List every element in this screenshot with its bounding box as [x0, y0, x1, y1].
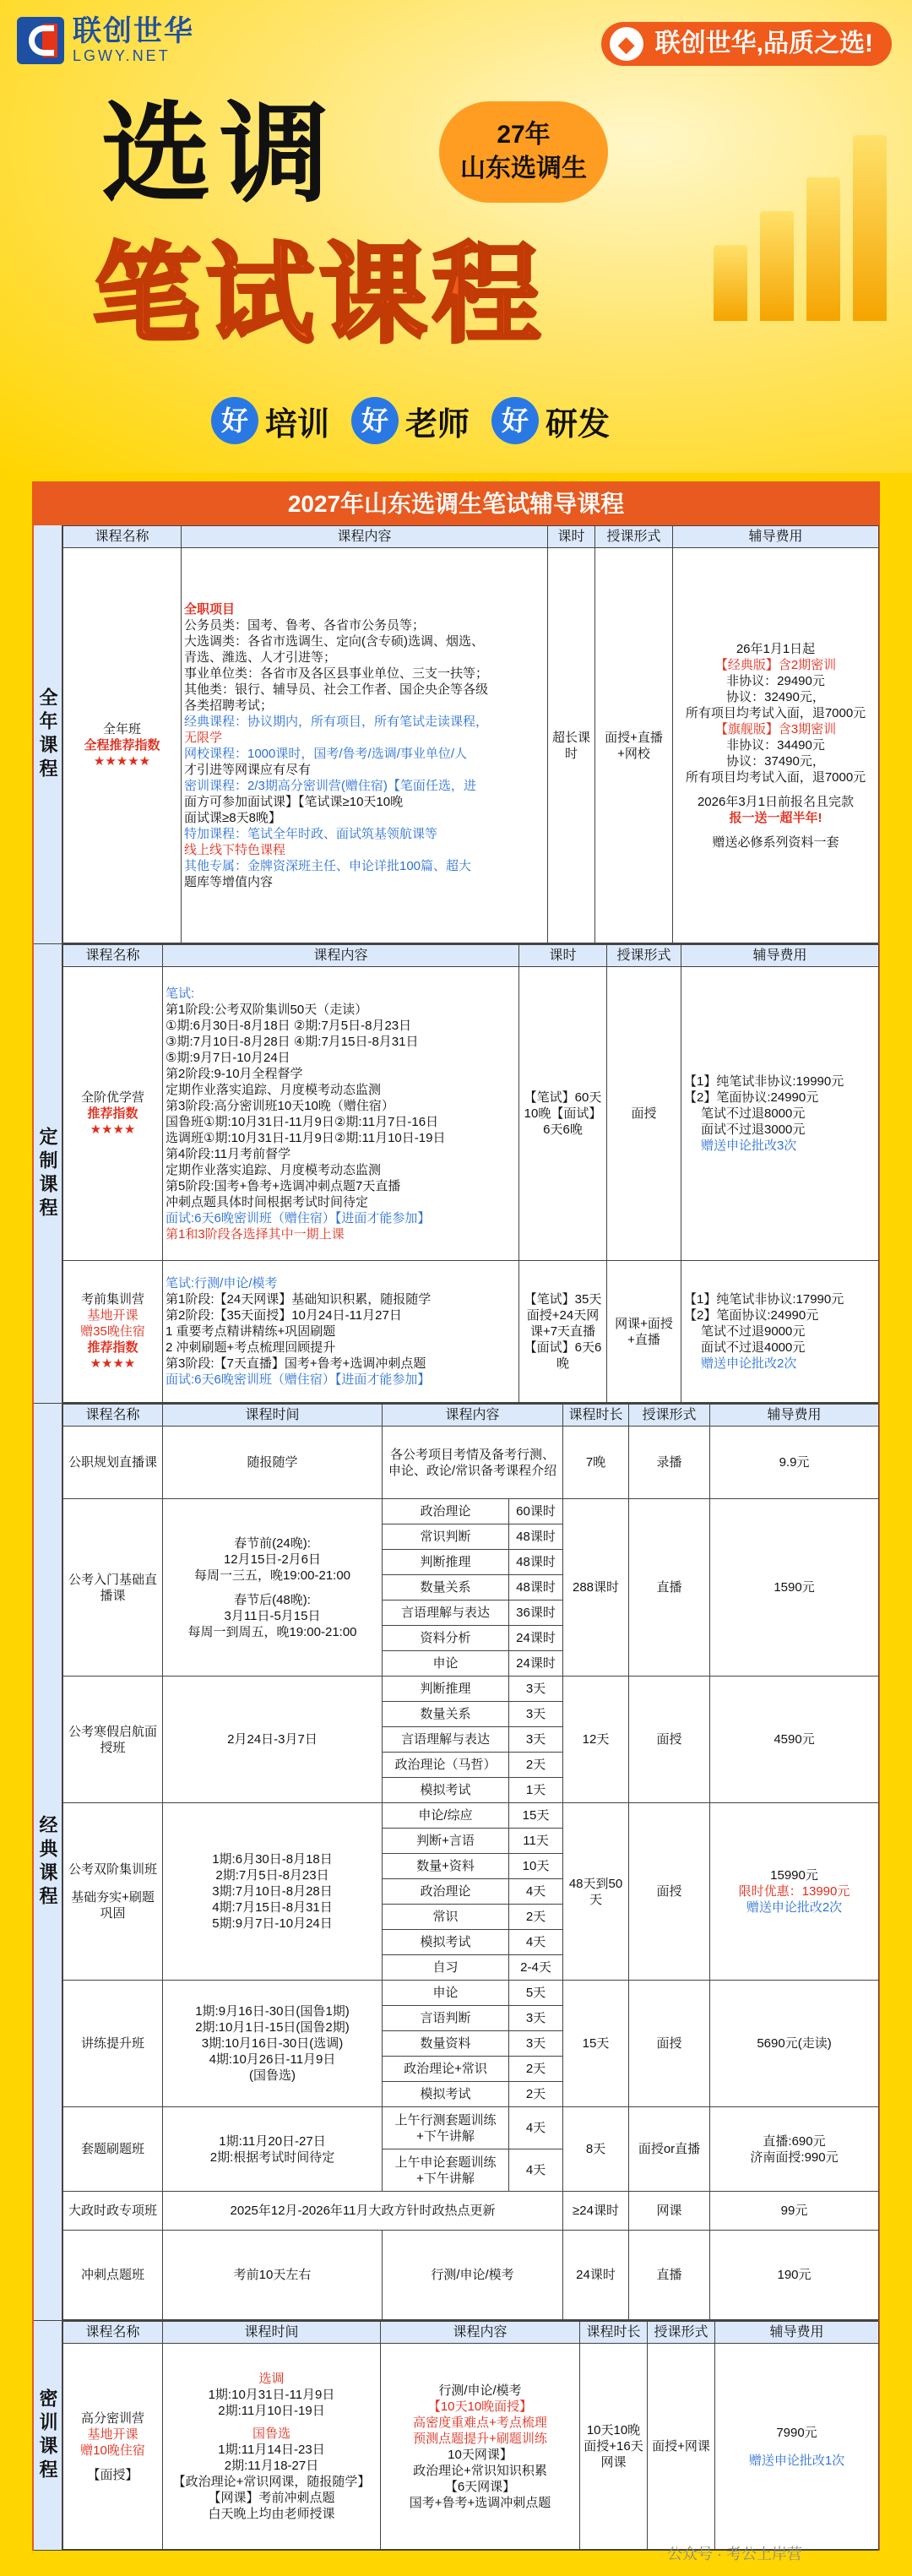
course-name-cell: 公职规划直播课	[63, 1427, 163, 1499]
bubble-year: 27年	[497, 121, 551, 149]
section-dingzhi: 课程名称 课程内容 课时 授课形式 辅导费用 全阶优学营 推荐指数 ★★★★ 笔试: 第1阶段:公考双阶集训50天（走读） ①期:6月30日-8月18日 ②期:7月5日-8月23日 ③期:7月10日-8月28日 ④期:7月15日-8月31日 ⑤期:9月7日-10月24日 第2阶段:9-10月全程督学 定期作业落实追踪、月度模考动态监测 第3阶段:高分密训班10天10晚（赠住宿） 国鲁班①期:10月31日-11月9日②期:11月7日-16日 选调班①期:10月31日-11月9日②期:11月10日-19日 第4阶段:11月考前督学 定期作业落实追踪、月度模考动态监测 第5阶段:国考+鲁考+选调冲刺点题7天直播 冲刺点题具体时间根据考试时间待定 面试:6天6晚密训班（赠住宿）【进面才能参加】 第1和3阶段各选择其中一期上课 【笔试】60天10晚【面试】6天6晚 面授 【1】纯笔试非协议:19990元 【2】笔面协议:24990元 笔试不过退8000元 面试不过退3000元 赠送申论批改3次 考前集训营 基地开课 赠35晚住宿 推荐指数 ★★★★ 笔试:行测/申论/模考 第1阶段:【24天网课】基础知识积累，随报随学 第2阶段:【35天面授】10月24日-11月27日 1 重要考点精讲精练+巩固刷题 2 冲刺刷题+考点梳理回顾提升 第3阶段:【7天直播】国考+鲁考+选调冲刺点题 面试:6天6晚密训班（赠住宿）【进面才能参加】 【笔试】35天面授+24天网课+7天直播【面试】6天6晚 网课+面授+直播 【1】纯笔试非协议:17990元 【2】笔面协议:24990元 笔试不过退9000元 面试不过退4000元 赠送申论批改2次	[62, 944, 878, 1404]
course-mode-cell: 面授	[629, 1803, 710, 1981]
slogan-text: 联创世华,品质之选!	[654, 30, 873, 57]
course-fee-cell: 【1】纯笔试非协议:17990元 【2】笔面协议:24990元 笔试不过退9000元 面试不过退4000元 赠送申论批改2次	[681, 1261, 879, 1403]
course-time-cell: 1期:11月20日-27日 2期:根据考试时间待定	[163, 2107, 383, 2192]
watermark: 公众号 · 考公上岸营	[667, 2546, 802, 2562]
course-sheet	[32, 481, 880, 2551]
course-name-cell: 考前集训营 基地开课 赠35晚住宿 推荐指数 ★★★★	[63, 1261, 163, 1403]
section-jingdian: 课程名称 课程时间 课程内容 课程时长 授课形式 辅导费用 公职规划直播课 随报随学 各公考项目考情及备考行测、申论、政论/常识备考课程介绍 7晚 录播 9.9元 公考入门基础直播课 春节前(24晚): 12月15日-2月6日 每周一三五，晚19:00-21:00 春节后(48晚): 3月11日-5月15日 每周一到周五，晚19:00-21:00 政治理论 60课时 288课时 直播 1590元 常识判断 48课时 判断推理 48课时 数量关系 48课时 言语理解与表达 36课时 资料分析 24课时 申论 24课时 公考寒假启航面授班 2月24日-3月7日 判断推理 3天 12天 面授 4590元 数量关系 3天 言语理解与表达 3天 政治理论（马哲） 2天 模拟考试 1天 公考双阶集训班 基础夯实+刷题巩固 1期:6月30日-8月18日 2期:7月5日-8月23日 3期:7月10日-8月28日 4期:7月15日-8月31日 5期:9月7日-10月24日 申论/综应 15天 48天到50天 面授 15990元 限时优惠：13990元 赠送申论批改2次 判断+言语 11天 数量+资料 10天 政治理论 4天 常识 2天 模拟考试 4天 自习 2-4天 讲练提升班 1期:9月16日-30日(国鲁1期) 2期:10月1日-15日(国鲁2期) 3期:10月16日-30日(选调) 4期:10月26日-11月9日 (国鲁选) 申论 5天 15天 面授 5690元(走读) 言语判断 3天 数量资料 3天 政治理论+常识 2天 模拟考试 2天 套题刷题班 1期:11月20日-27日 2期:根据考试时间待定 上午行测套题训练+下午讲解 4天 8天 面授or直播 直播:690元 济南面授:990元 上午申论套题训练+下午讲解 4天 大政时政专项班 2025年12月-2026年11月大政方针时政热点更新 ≥24课时 网课 99元 冲刺点题班 考前10天左右 行测/申论/模考 24课时 直播 190元	[62, 1404, 878, 2321]
hero-banner	[0, 0, 912, 473]
course-time-cell: 选调 1期:10月31日-11月9日 2期:11月10日-19日 国鲁选 1期:11月14日-23日 2期:11月18-27日 【政治理论+常识网课，随报随学】 【网课】考前冲刺点题 白天晚上均由老师授课	[163, 2344, 381, 2550]
course-duration-cell: 7晚	[563, 1427, 629, 1499]
course-fee-cell: 4590元	[710, 1677, 879, 1803]
course-duration-cell: 10天10晚面授+16天网课	[580, 2344, 648, 2550]
course-name-cell: 全阶优学营 推荐指数 ★★★★	[63, 967, 163, 1261]
section-mixun: 课程名称 课程时间 课程内容 课程时长 授课形式 辅导费用 高分密训营 基地开课 赠10晚住宿 【面授】 选调 1期:10月31日-11月9日 2期:11月10日-19日 国鲁选 1期:11月14日-23日 2期:11月18-27日 【政治理论+常识网课，随报随学】 【网课】考前冲刺点题 白天晚上均由老师授课 行测/申论/模考 【10天10晚面授】 高密度重难点+考点梳理 预测点题提升+刷题训练 10天网课】 政治理论+常识知识积累 【6天网课】 国考+鲁考+选调冲刺点题 10天10晚面授+16天网课 面授+网课 7990元 赠送申论批改1次	[62, 2321, 878, 2551]
course-duration-cell: 15天	[563, 1981, 629, 2107]
course-content-cell: 笔试:行测/申论/模考 第1阶段:【24天网课】基础知识积累，随报随学 第2阶段:【35天面授】10月24日-11月27日 1 重要考点精讲精练+巩固刷题 2 冲刺刷题+考点梳理回顾提升 第3阶段:【7天直播】国考+鲁考+选调冲刺点题 面试:6天6晚密训班（赠住宿）【进面才能参加】	[163, 1261, 519, 1403]
course-time-cell: 春节前(24晚): 12月15日-2月6日 每周一三五，晚19:00-21:00 春节后(48晚): 3月11日-5月15日 每周一到周五，晚19:00-21:00	[163, 1499, 383, 1677]
course-name-cell: 公考双阶集训班 基础夯实+刷题巩固	[63, 1803, 163, 1981]
brand-domain: LGWY.NET	[73, 47, 171, 64]
course-fee-cell: 直播:690元 济南面授:990元	[710, 2107, 879, 2192]
course-duration-cell: 288课时	[563, 1499, 629, 1677]
course-fee-cell: 7990元 赠送申论批改1次	[715, 2344, 879, 2550]
course-name-cell: 大政时政专项班	[63, 2192, 163, 2231]
course-fee-cell: 15990元 限时优惠：13990元 赠送申论批改2次	[710, 1803, 879, 1981]
feature-pills	[211, 397, 610, 444]
course-time-cell: 1期:9月16日-30日(国鲁1期) 2期:10月1日-15日(国鲁2期) 3期:10月16日-30日(选调) 4期:10月26日-11月9日 (国鲁选)	[163, 1981, 383, 2107]
course-mode-cell: 面授	[629, 1677, 710, 1803]
course-mode-cell: 录播	[629, 1427, 710, 1499]
course-mode-cell: 面授or直播	[629, 2107, 710, 2192]
course-fee-cell: 5690元(走读)	[710, 1981, 879, 2107]
course-mode-cell: 直播	[629, 1499, 710, 1677]
course-content-cell: 笔试: 第1阶段:公考双阶集训50天（走读） ①期:6月30日-8月18日 ②期:7月5日-8月23日 ③期:7月10日-8月28日 ④期:7月15日-8月31日 ⑤期:9月7日-10月24日 第2阶段:9-10月全程督学 定期作业落实追踪、月度模考动态监测 第3阶段:高分密训班10天10晚（赠住宿） 国鲁班①期:10月31日-11月9日②期:11月7日-16日 选调班①期:10月31日-11月9日②期:11月10日-19日 第4阶段:11月考前督学 定期作业落实追踪、月度模考动态监测 第5阶段:国考+鲁考+选调冲刺点题7天直播 冲刺点题具体时间根据考试时间待定 面试:6天6晚密训班（赠住宿）【进面才能参加】 第1和3阶段各选择其中一期上课	[163, 967, 519, 1261]
course-mode-cell: 网课	[629, 2192, 710, 2231]
brand-name: 联创世华	[73, 15, 194, 47]
course-content-cell: 各公考项目考情及备考行测、申论、政论/常识备考课程介绍	[383, 1427, 563, 1499]
section-label-dingzhi: 定制课程	[34, 944, 62, 1404]
course-duration-cell: 12天	[563, 1677, 629, 1803]
course-time-cell: 考前10天左右	[163, 2231, 383, 2320]
course-name-cell: 套题刷题班	[63, 2107, 163, 2192]
course-mode-cell: 面授+网课	[648, 2344, 715, 2550]
year-bubble	[439, 101, 608, 203]
course-content-cell: 全职项目 公务员类：国考、鲁考、各省市公务员等； 大选调类：各省市选调生、定向(含专硕)选调、烟选、 青选、潍选、人才引进等； 事业单位类：各省市及各区县事业单位、三支一扶等； 其他类：银行、辅导员、社会工作者、国企央企等各级 各类招聘考试； 经典课程：协议期内，所有项目，所有笔试走读课程， 无限学 网校课程：1000课时，国考/鲁考/选调/事业单位/人 才引进等网课应有尽有 密训课程：2/3期高分密训营(赠住宿)【笔面任选，进 面方可参加面试课】【笔试课≥10天10晚 面试课≥8天8晚】 特加课程：笔试全年时政、面试筑基领航课等 线上线下特色课程 其他专属：金牌资深班主任、申论详批100篇、超大 题库等增值内容	[182, 548, 548, 943]
course-duration-cell: 8天	[563, 2107, 629, 2192]
logo-icon	[17, 17, 64, 64]
course-mode-cell: 直播	[629, 2231, 710, 2320]
hero-title-1: 选调	[101, 90, 339, 218]
course-name-cell: 全年班 全程推荐指数 ★★★★★	[63, 548, 182, 943]
course-time-cell: 1期:6月30日-8月18日 2期:7月5日-8月23日 3期:7月10日-8月28日 4期:7月15日-8月31日 5期:9月7日-10月24日	[163, 1803, 383, 1981]
course-duration-cell: 48天到50天	[563, 1803, 629, 1981]
slogan-badge	[601, 22, 892, 66]
course-time-cell: 2025年12月-2026年11月大政方针时政热点更新	[163, 2192, 563, 2231]
hero-title-2: 笔试课程	[93, 232, 546, 358]
course-hours-cell: 【笔试】60天10晚【面试】6天6晚	[519, 967, 607, 1261]
course-mode-cell: 面授+直播+网校	[595, 548, 673, 943]
course-time-cell: 2月24日-3月7日	[163, 1677, 383, 1803]
course-fee-cell: 190元	[710, 2231, 879, 2320]
course-fee-cell: 9.9元	[710, 1427, 879, 1499]
course-time-cell: 随报随学	[163, 1427, 383, 1499]
course-hours-cell: 超长课时	[548, 548, 595, 943]
brand-logo[interactable]	[17, 15, 194, 65]
course-fee-cell: 1590元	[710, 1499, 879, 1677]
bubble-subtitle: 山东选调生	[460, 155, 587, 182]
course-name-cell: 讲练提升班	[63, 1981, 163, 2107]
feature-pill: 好 研发	[491, 397, 610, 444]
course-duration-cell: ≥24课时	[563, 2192, 629, 2231]
feature-pill: 好 培训	[211, 397, 329, 444]
course-name-cell: 公考寒假启航面授班	[63, 1677, 163, 1803]
section-label-quannian: 全年课程	[34, 525, 62, 944]
section-quannian: 课程名称 课程内容 课时 授课形式 辅导费用 全年班 全程推荐指数 ★★★★★ 全职项目 公务员类：国考、鲁考、各省市公务员等； 大选调类：各省市选调生、定向(含专硕)选调、烟选、 青选、潍选、人才引进等； 事业单位类：各省市及各区县事业单位、三支一扶等； 其他类：银行、辅导员、社会工作者、国企央企等各级 各类招聘考试； 经典课程：协议期内，所有项目，所有笔试走读课程， 无限学 网校课程：1000课时，国考/鲁考/选调/事业单位/人 才引进等网课应有尽有 密训课程：2/3期高分密训营(赠住宿)【笔面任选，进 面方可参加面试课】【笔试课≥10天10晚 面试课≥8天8晚】 特加课程：笔试全年时政、面试筑基领航课等 线上线下特色课程 其他专属：金牌资深班主任、申论详批100篇、超大 题库等增值内容 超长课时 面授+直播+网校 26年1月1日起 【经典版】含2期密训 非协议：29490元 协议：32490元， 所有项目均考试入面，退7000元 【旗舰版】含3期密训 非协议：34490元 协议：37490元， 所有项目均考试入面，退7000元 2026年3月1日前报名且完款 报一送一超半年! 赠送必修系列资料一套	[62, 525, 878, 944]
course-fee-cell: 26年1月1日起 【经典版】含2期密训 非协议：29490元 协议：32490元， 所有项目均考试入面，退7000元 【旗舰版】含3期密训 非协议：34490元 协议：37490元， 所有项目均考试入面，退7000元 2026年3月1日前报名且完款 报一送一超半年! 赠送必修系列资料一套	[673, 548, 879, 943]
course-name-cell: 公考入门基础直播课	[63, 1499, 163, 1677]
course-content-cell: 行测/申论/模考	[383, 2231, 563, 2320]
bar-chart-decoration	[714, 127, 891, 321]
diamond-icon: ◆	[610, 27, 643, 61]
course-name-cell: 冲刺点题班	[63, 2231, 163, 2320]
section-label-mixun: 密训课程	[34, 2321, 62, 2551]
course-content-cell: 行测/申论/模考 【10天10晚面授】 高密度重难点+考点梳理 预测点题提升+刷题训练 10天网课】 政治理论+常识知识积累 【6天网课】 国考+鲁考+选调冲刺点题	[381, 2344, 580, 2550]
course-mode-cell: 面授	[629, 1981, 710, 2107]
feature-pill: 好 老师	[351, 397, 470, 444]
course-mode-cell: 网课+面授+直播	[607, 1261, 681, 1403]
course-name-cell: 高分密训营 基地开课 赠10晚住宿 【面授】	[63, 2344, 163, 2550]
section-label-jingdian: 经典课程	[34, 1404, 62, 2321]
course-duration-cell: 24课时	[563, 2231, 629, 2320]
sheet-title: 2027年山东选调生笔试辅导课程	[34, 483, 878, 525]
course-fee-cell: 99元	[710, 2192, 879, 2231]
course-mode-cell: 面授	[607, 967, 681, 1261]
course-hours-cell: 【笔试】35天面授+24天网课+7天直播【面试】6天6晚	[519, 1261, 607, 1403]
course-fee-cell: 【1】纯笔试非协议:19990元 【2】笔面协议:24990元 笔试不过退8000元 面试不过退3000元 赠送申论批改3次	[681, 967, 879, 1261]
